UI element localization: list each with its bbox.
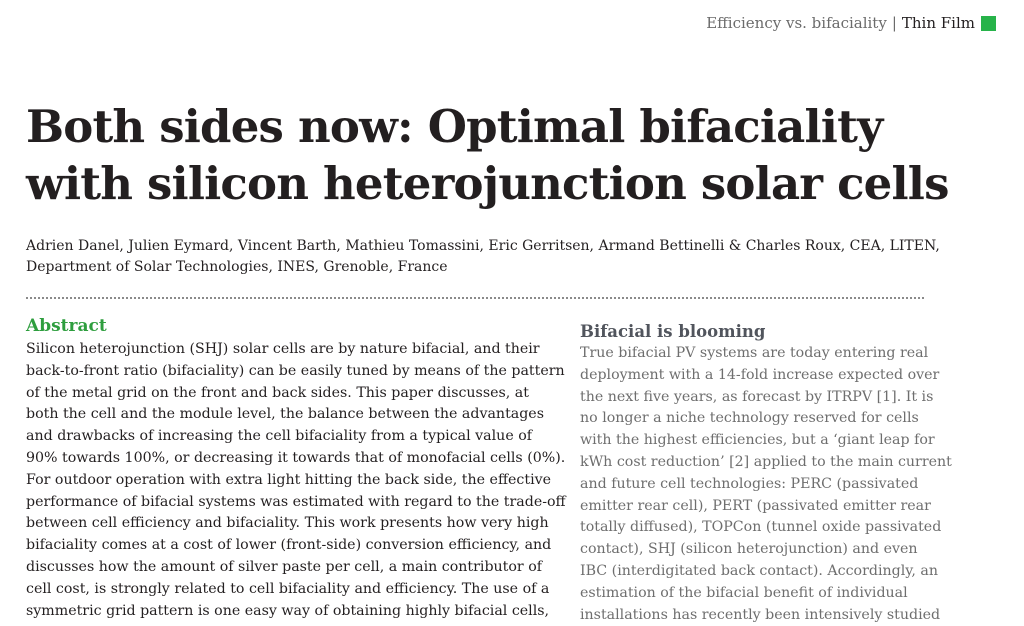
- abstract-line: performance of bifacial systems was estimated with regard to the trade-off: [26, 493, 566, 510]
- category-label: Thin Film: [901, 14, 975, 32]
- abstract-block: [26, 316, 566, 622]
- body-line: kWh cost reduction’ [2] applied to the main current: [580, 453, 952, 470]
- body-line: and future cell technologies: PERC (passivated: [580, 475, 919, 492]
- body-line: installations has recently been intensively studied: [580, 606, 941, 623]
- title-line: with silicon heterojunction solar cells: [26, 157, 949, 210]
- abstract-line: discusses how the amount of silver paste per cell, a main contributor of: [26, 558, 543, 575]
- author-line: Adrien Danel, Julien Eymard, Vincent Barth, Mathieu Tomassini, Eric Gerritsen, Armand Bettinelli & Charles Roux, CEA, LITEN,: [26, 238, 940, 254]
- author-line: Department of Solar Technologies, INES, Grenoble, France: [26, 259, 448, 275]
- green-square-icon: [981, 16, 996, 31]
- author-list: [26, 236, 976, 278]
- title-line: Both sides now: Optimal bifaciality: [26, 100, 883, 153]
- header-separator: |: [891, 14, 897, 32]
- body-line: the next five years, as forecast by ITRPV [1]. It is: [580, 388, 934, 405]
- body-line: totally diffused), TOPCon (tunnel oxide passivated: [580, 519, 942, 536]
- body-line: deployment with a 14-fold increase expected over: [580, 366, 940, 383]
- abstract-line: and drawbacks of increasing the cell bifaciality from a typical value of: [26, 428, 533, 445]
- abstract-line: For outdoor operation with extra light hitting the back side, the effective: [26, 471, 552, 488]
- body-line: IBC (interdigitated back contact). Accordingly, an: [580, 562, 938, 579]
- section-heading: Bifacial is blooming: [580, 322, 766, 341]
- body-line: no longer a niche technology reserved for cells: [580, 410, 919, 427]
- abstract-line: of the metal grid on the front and back sides. This paper discusses, at: [26, 384, 529, 401]
- abstract-line: Silicon heterojunction (SHJ) solar cells are by nature bifacial, and their: [26, 341, 540, 357]
- section-body: [580, 343, 952, 626]
- abstract-line: bifaciality comes at a cost of lower (front-side) conversion efficiency, and: [26, 537, 552, 554]
- abstract-line: symmetric grid pattern is one easy way of obtaining highly bifacial cells,: [26, 602, 550, 619]
- abstract-line: both the cell and the module level, the balance between the advantages: [26, 406, 544, 423]
- abstract-body: [26, 339, 566, 622]
- running-header: [706, 14, 996, 32]
- abstract-line: back-to-front ratio (bifaciality) can be easily tuned by means of the pattern: [26, 362, 565, 379]
- body-line: emitter rear cell), PERT (passivated emitter rear: [580, 497, 931, 514]
- body-line: contact), SHJ (silicon heterojunction) and even: [580, 541, 918, 558]
- body-line: True bifacial PV systems are today entering real: [580, 345, 929, 361]
- dotted-divider: [26, 297, 924, 299]
- abstract-line: 90% towards 100%, or decreasing it towards that of monofacial cells (0%).: [26, 449, 566, 466]
- abstract-line: between cell efficiency and bifaciality. This work presents how very high: [26, 515, 549, 532]
- abstract-heading: Abstract: [26, 316, 107, 336]
- section-label: Efficiency vs. bifaciality: [706, 14, 887, 32]
- body-line: estimation of the bifacial benefit of individual: [580, 584, 908, 601]
- section-block: [580, 322, 952, 626]
- body-line: with the highest efficiencies, but a ‘giant leap for: [580, 432, 935, 449]
- abstract-line: cell cost, is strongly related to cell bifaciality and efficiency. The use of a: [26, 580, 550, 597]
- article-title: [26, 98, 986, 212]
